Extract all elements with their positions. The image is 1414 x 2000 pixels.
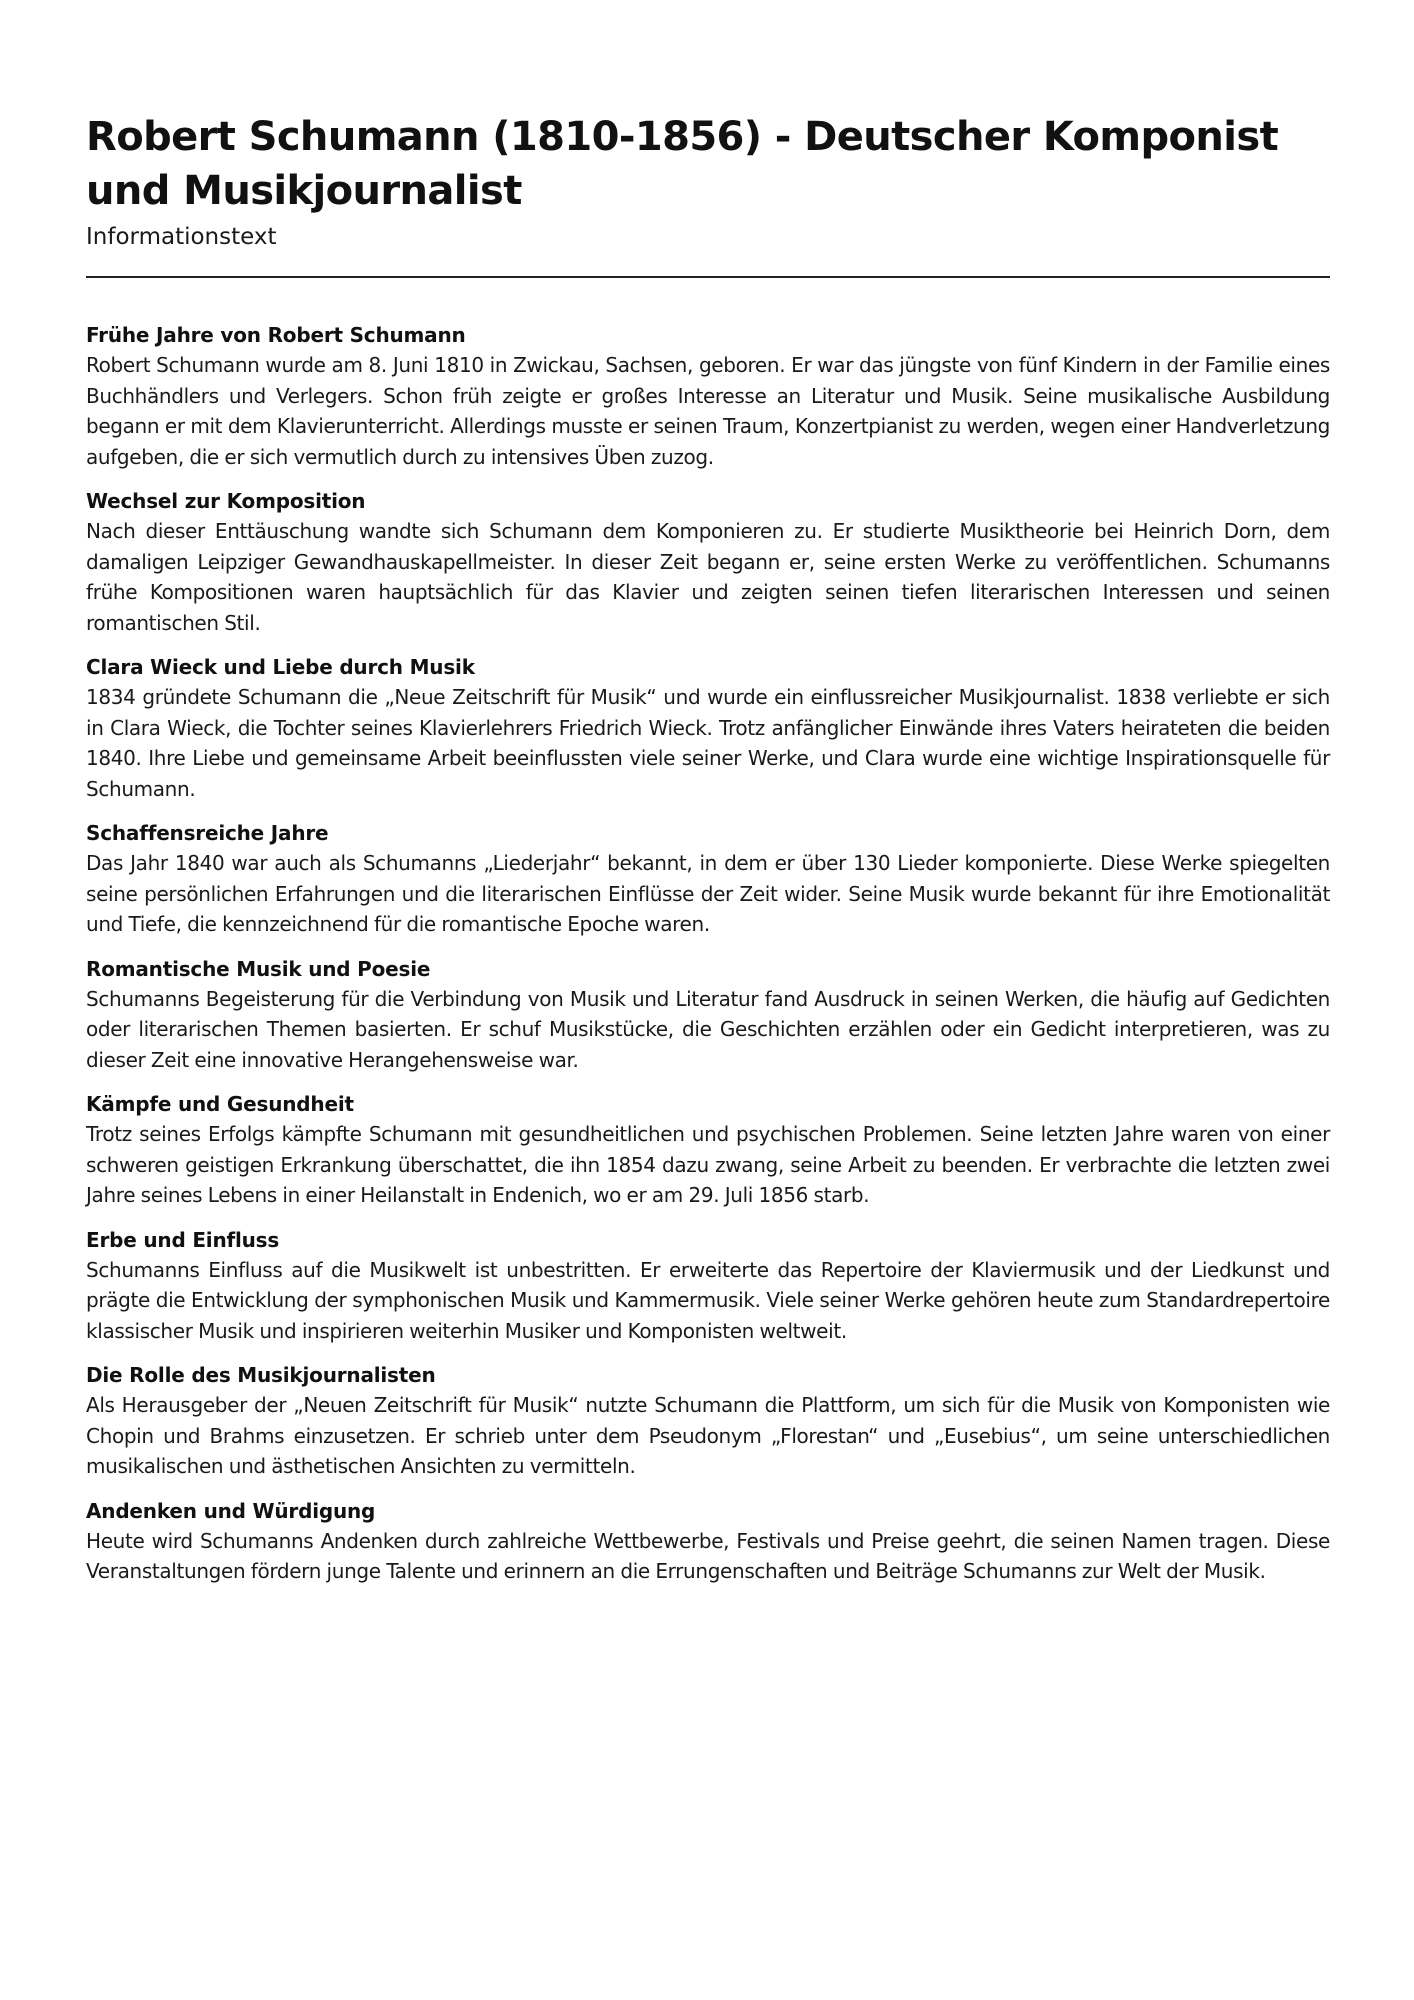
section-text: Als Herausgeber der „Neuen Zeitschrift für Musik“ nutzte Schumann die Plattform, um sich für die Musik von Komponisten wie Chopin und Brahms einzusetzen. Er schrieb unter dem Pseudonym „Florestan“ und „Eusebius“, um seine unterschiedlichen musikalischen und ästhetischen Ansichten zu vermitteln. — [86, 1393, 1330, 1478]
section-romantische-musik — [86, 954, 1330, 1076]
section-text: Schumanns Begeisterung für die Verbindung von Musik und Literatur fand Ausdruck in seinen Werken, die häufig auf Gedichten oder literarischen Themen basierten. Er schuf Musikstücke, die Geschichten erzählen oder ein Gedicht interpretieren, was zu dieser Zeit eine innovative Herangehensweise war. — [86, 986, 1330, 1072]
sections-container — [86, 320, 1330, 1587]
section-heading: Die Rolle des Musikjournalisten — [86, 1363, 436, 1387]
section-text: Schumanns Einfluss auf die Musikwelt ist unbestritten. Er erweiterte das Repertoire der Klaviermusik und der Liedkunst und prägte die Entwicklung der symphonischen Musik und Kammermusik. Viele seiner Werke gehören heute zum Standardrepertoire klassischer Musik und inspirieren weiterhin Musiker und Komponisten weltweit. — [86, 1257, 1330, 1343]
section-fruehe-jahre — [86, 320, 1330, 472]
section-heading: Romantische Musik und Poesie — [86, 956, 431, 981]
section-text: Nach dieser Enttäuschung wandte sich Schumann dem Komponieren zu. Er studierte Musiktheorie bei Heinrich Dorn, dem damaligen Leipziger Gewandhauskapellmeister. In dieser Zeit begann er, seine ersten Werke zu veröffentlichen. Schumanns frühe Kompositionen waren hauptsächlich für das Klavier und zeigten seinen tiefen literarischen Interessen und seinen romantischen Stil. — [86, 519, 1330, 635]
title-divider — [86, 276, 1330, 278]
section-heading: Kämpfe und Gesundheit — [86, 1092, 354, 1116]
section-heading: Frühe Jahre von Robert Schumann — [86, 323, 466, 347]
section-clara-wieck — [86, 652, 1330, 804]
section-erbe-und-einfluss — [86, 1225, 1330, 1347]
section-schaffensreiche-jahre — [86, 818, 1330, 940]
section-heading: Erbe und Einfluss — [86, 1227, 280, 1252]
section-text: 1834 gründete Schumann die „Neue Zeitschrift für Musik“ und wurde ein einflussreicher Musikjournalist. 1838 verliebte er sich in Clara Wieck, die Tochter seines Klavierlehrers Friedrich Wieck. Trotz anfänglicher Einwände ihres Vaters heirateten die beiden 1840. Ihre Liebe und gemeinsame Arbeit beeinflussten viele seiner Werke, und Clara wurde eine wichtige Inspirationsquelle für Schumann. — [86, 685, 1330, 801]
section-andenken-und-wuerdigung — [86, 1496, 1330, 1587]
document-title: Robert Schumann (1810-1856) - Deutscher Komponist und Musikjournalist — [86, 114, 1279, 214]
document-subtitle: Informationstext — [86, 224, 277, 250]
section-kaempfe-und-gesundheit — [86, 1089, 1330, 1211]
section-heading: Andenken und Würdigung — [86, 1498, 376, 1523]
section-rolle-des-musikjournalisten — [86, 1360, 1330, 1482]
section-heading: Wechsel zur Komposition — [86, 489, 366, 513]
section-heading: Clara Wieck und Liebe durch Musik — [86, 655, 475, 679]
section-text: Trotz seines Erfolgs kämpfte Schumann mit gesundheitlichen und psychischen Problemen. Seine letzten Jahre waren von einer schweren geistigen Erkrankung überschattet, die ihn 1854 dazu zwang, seine Arbeit zu beenden. Er verbrachte die letzten zwei Jahre seines Lebens in einer Heilanstalt in Endenich, wo er am 29. Juli 1856 starb. — [86, 1122, 1330, 1207]
section-text: Das Jahr 1840 war auch als Schumanns „Liederjahr“ bekannt, in dem er über 130 Lieder komponierte. Diese Werke spiegelten seine persönlichen Erfahrungen und die literarischen Einflüsse der Zeit wider. Seine Musik wurde bekannt für ihre Emotionalität und Tiefe, die kennzeichnend für die romantische Epoche waren. — [86, 851, 1330, 936]
section-heading: Schaffensreiche Jahre — [86, 821, 329, 845]
section-text: Heute wird Schumanns Andenken durch zahlreiche Wettbewerbe, Festivals und Preise geehrt, die seinen Namen tragen. Diese Veranstaltungen fördern junge Talente und erinnern an die Errungenschaften und Beiträge Schumanns zur Welt der Musik. — [86, 1528, 1330, 1583]
section-text: Robert Schumann wurde am 8. Juni 1810 in Zwickau, Sachsen, geboren. Er war das jüngste von fünf Kindern in der Familie eines Buchhändlers und Verlegers. Schon früh zeigte er großes Interesse an Literatur und Musik. Seine musikalische Ausbildung begann er mit dem Klavierunterricht. Allerdings musste er seinen Traum, Konzertpianist zu werden, wegen einer Handverletzung aufgeben, die er sich vermutlich durch zu intensives Üben zuzog. — [86, 353, 1330, 469]
section-wechsel-zur-komposition — [86, 486, 1330, 638]
